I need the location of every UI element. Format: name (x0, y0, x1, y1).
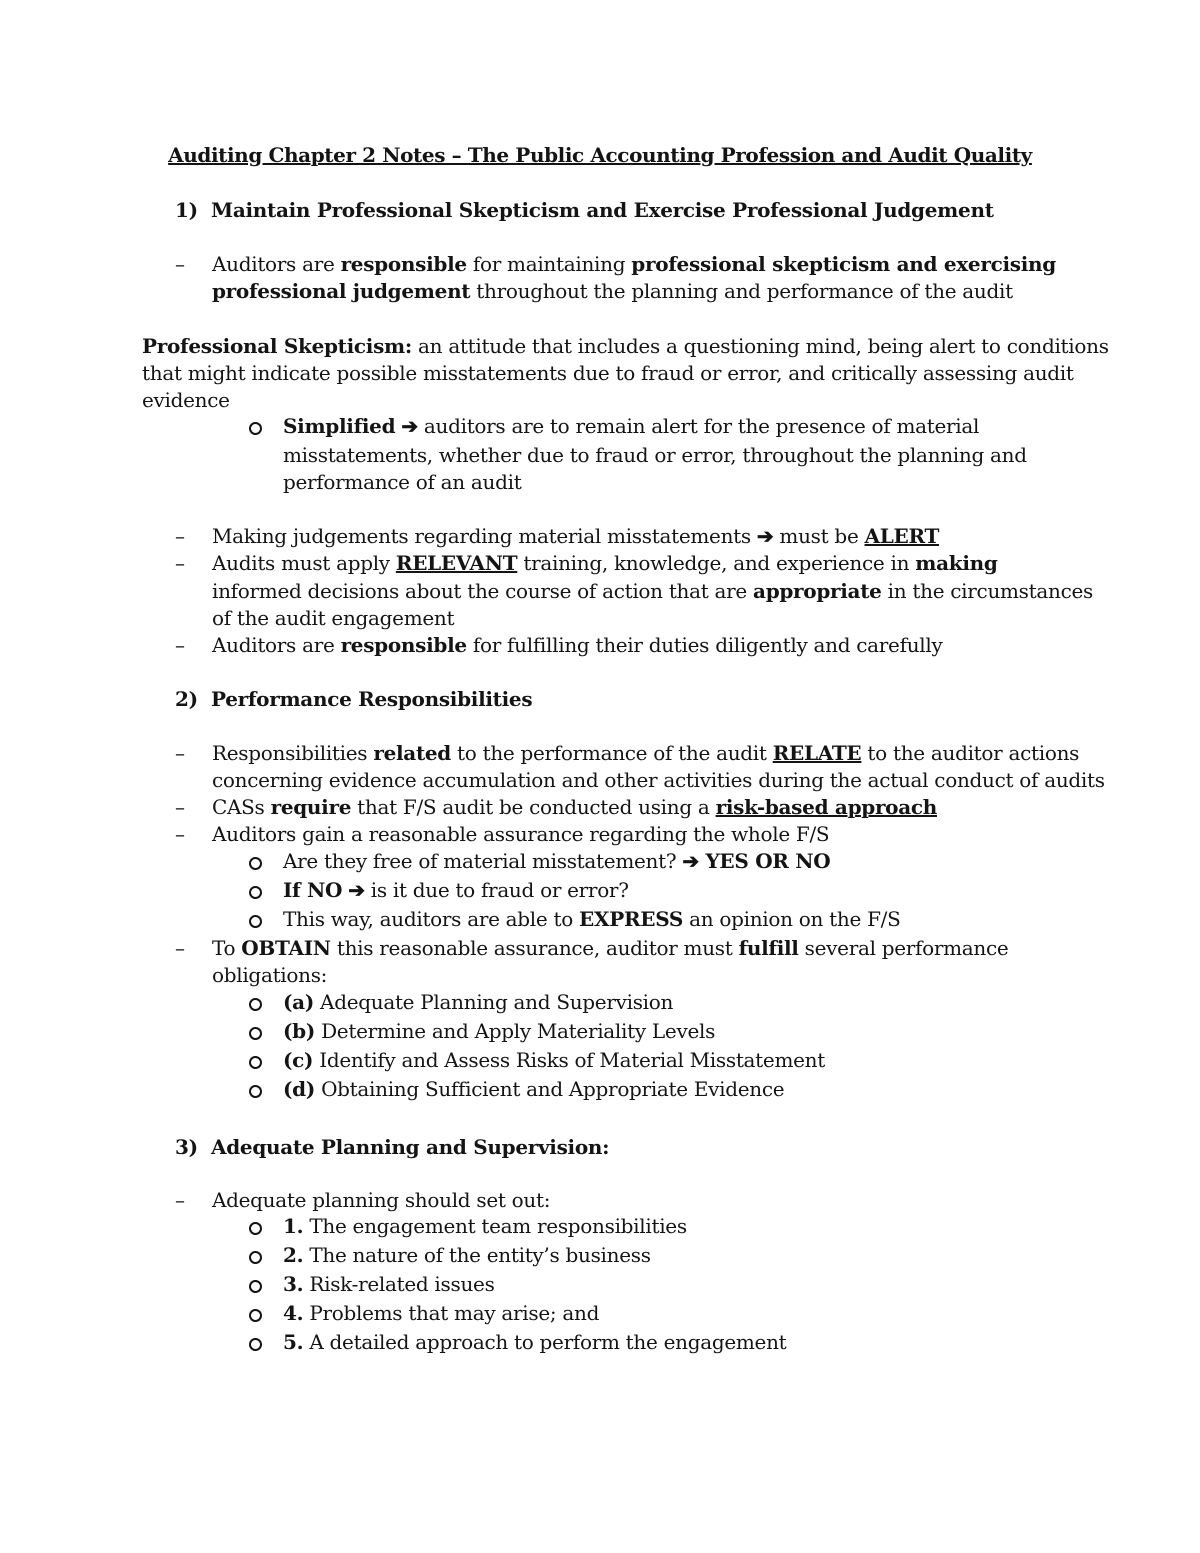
list-item: 1. The engagement team responsibilities (283, 1214, 687, 1238)
list-item: 5. A detailed approach to perform the engagement (283, 1330, 787, 1354)
definition-paragraph-line: evidence (142, 388, 230, 412)
sub-bullet-text: Simplified ➔ auditors are to remain alert for the presence of material (283, 414, 980, 438)
list-item: 2. The nature of the entity’s business (283, 1243, 651, 1267)
circle-bullet-icon (249, 1251, 262, 1264)
circle-bullet-icon (249, 1280, 262, 1293)
sub-bullet-text: Are they free of material misstatement? ➔ YES OR NO (283, 849, 831, 873)
section-number: 3) (175, 1135, 198, 1159)
bullet-text: Making judgements regarding material misstatements ➔ must be ALERT (212, 524, 940, 548)
bullet-text-continued: informed decisions about the course of action that are appropriate in the circumstances (212, 579, 1093, 603)
dash-bullet: – (175, 822, 185, 846)
sub-bullet-text: If NO ➔ is it due to fraud or error? (283, 878, 629, 902)
sub-bullet-text-continued: performance of an audit (283, 470, 522, 494)
circle-bullet-icon (249, 1309, 262, 1322)
section-2-heading (175, 687, 532, 711)
circle-bullet-icon (249, 1222, 262, 1235)
dash-bullet: – (175, 633, 185, 657)
circle-bullet-icon (249, 998, 262, 1011)
bullet-text: Auditors gain a reasonable assurance regarding the whole F/S (212, 822, 830, 846)
circle-bullet-icon (249, 1027, 262, 1040)
arrow-icon: ➔ (348, 878, 365, 902)
section-number: 2) (175, 687, 198, 711)
bullet-text-continued: of the audit engagement (212, 606, 455, 630)
definition-paragraph: Professional Skepticism: an attitude that includes a questioning mind, being alert to conditions (142, 334, 1109, 358)
bullet-text: CASs require that F/S audit be conducted using a risk-based approach (212, 795, 937, 819)
arrow-icon: ➔ (401, 414, 418, 438)
dash-bullet: – (175, 551, 185, 575)
sub-bullet-text: This way, auditors are able to EXPRESS an opinion on the F/S (283, 907, 901, 931)
circle-bullet-icon (249, 886, 262, 899)
bullet-text-continued: concerning evidence accumulation and other activities during the actual conduct of audits (212, 768, 1105, 792)
obligation-item: (d) Obtaining Sufficient and Appropriate Evidence (283, 1077, 785, 1101)
section-title: Performance Responsibilities (211, 687, 533, 711)
obligation-item: (c) Identify and Assess Risks of Material Misstatement (283, 1048, 825, 1072)
document-title: Auditing Chapter 2 Notes – The Public Accounting Profession and Audit Quality (168, 143, 1032, 167)
section-number: 1) (175, 198, 198, 222)
arrow-icon: ➔ (682, 849, 699, 873)
section-1-heading (175, 198, 994, 222)
dash-bullet: – (175, 1188, 185, 1212)
circle-bullet-icon (249, 422, 262, 435)
bullet-text: Adequate planning should set out: (212, 1188, 551, 1212)
bullet-text: Auditors are responsible for fulfilling their duties diligently and carefully (212, 633, 943, 657)
circle-bullet-icon (249, 857, 262, 870)
section-title: Maintain Professional Skepticism and Exercise Professional Judgement (211, 198, 994, 222)
sub-bullet-text-continued: misstatements, whether due to fraud or error, throughout the planning and (283, 443, 1027, 467)
bullet-text-continued: obligations: (212, 963, 328, 987)
circle-bullet-icon (249, 915, 262, 928)
definition-term: Professional Skepticism: (142, 334, 412, 358)
dash-bullet: – (175, 795, 185, 819)
bullet-text: Responsibilities related to the performance of the audit RELATE to the auditor actions (212, 741, 1080, 765)
dash-bullet: – (175, 252, 185, 276)
definition-paragraph-line: that might indicate possible misstatements due to fraud or error, and critically assessing audit (142, 361, 1074, 385)
list-item: 4. Problems that may arise; and (283, 1301, 600, 1325)
bullet-text-continued: professional judgement throughout the planning and performance of the audit (212, 279, 1013, 303)
circle-bullet-icon (249, 1056, 262, 1069)
obligation-item: (b) Determine and Apply Materiality Levels (283, 1019, 716, 1043)
bullet-text: To OBTAIN this reasonable assurance, auditor must fulfill several performance (212, 936, 1009, 960)
section-3-heading (175, 1135, 609, 1159)
dash-bullet: – (175, 524, 185, 548)
dash-bullet: – (175, 936, 185, 960)
bullet-text: Auditors are responsible for maintaining professional skepticism and exercising (212, 252, 1056, 276)
arrow-icon: ➔ (756, 524, 774, 548)
bullet-text: Audits must apply RELEVANT training, knowledge, and experience in making (212, 551, 998, 575)
dash-bullet: – (175, 741, 185, 765)
circle-bullet-icon (249, 1085, 262, 1098)
obligation-item: (a) Adequate Planning and Supervision (283, 990, 674, 1014)
list-item: 3. Risk-related issues (283, 1272, 495, 1296)
circle-bullet-icon (249, 1338, 262, 1351)
section-title: Adequate Planning and Supervision: (211, 1135, 610, 1159)
